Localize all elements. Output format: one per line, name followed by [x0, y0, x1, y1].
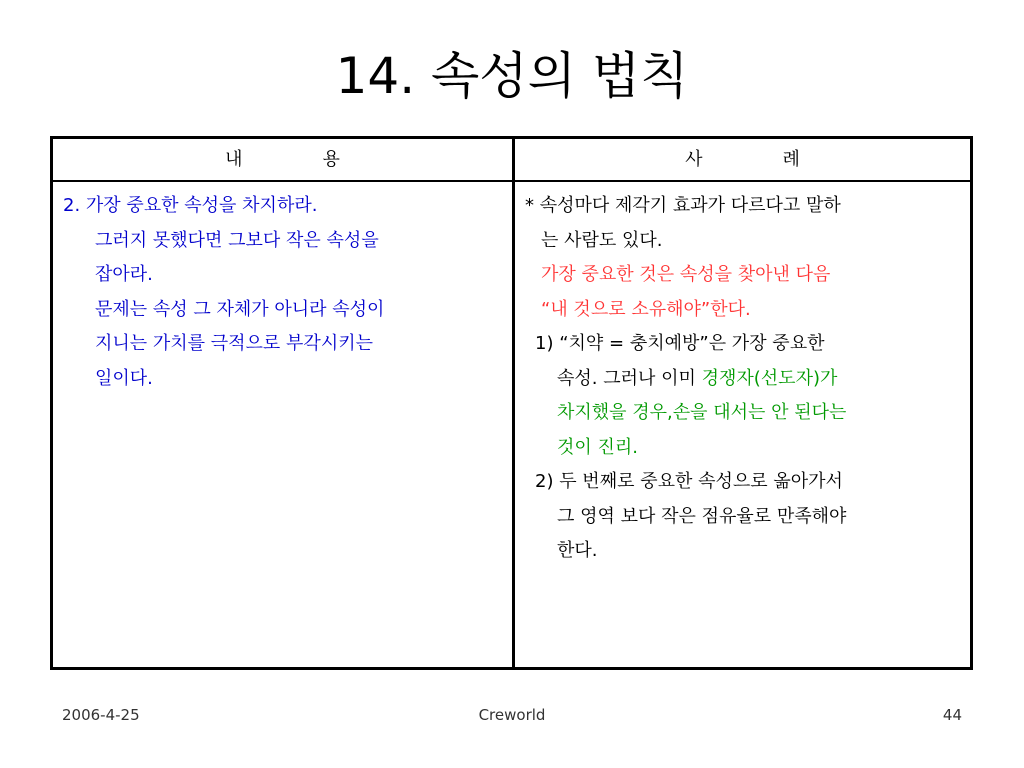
footer-page-number: 44 [942, 706, 962, 724]
example-line: 는 사람도 있다. [541, 229, 663, 251]
example-line-green: 차지했을 경우,손을 대서는 안 된다는 [557, 402, 847, 423]
header-example [515, 139, 970, 180]
example-line: 그 영역 보다 작은 점유율로 만족해야 [557, 505, 847, 527]
header-content-char-2: 용 [322, 149, 340, 170]
slide-title: 14. 속성의 법칙 [335, 47, 689, 105]
content-line: 지니는 가치를 극적으로 부각시키는 [95, 333, 373, 354]
content-cell [63, 189, 503, 396]
example-line-highlight: 가장 중요한 것은 속성을 찾아낸 다음 [541, 264, 831, 285]
header-example-char-2: 례 [782, 149, 800, 170]
example-line: 2) 두 번째로 중요한 속성으로 옮아가서 [535, 471, 843, 492]
header-content [53, 139, 512, 180]
footer-date: 2006-4-25 [62, 706, 140, 724]
column-divider [512, 139, 515, 667]
example-line-highlight: “내 것으로 소유해야”한다. [541, 298, 751, 320]
content-table [50, 136, 973, 670]
example-line: 한다. [557, 540, 598, 561]
example-line: 1) “치약 = 충치예방”은 가장 중요한 [535, 333, 825, 354]
footer-company: Creworld [478, 706, 546, 724]
header-content-char-1: 내 [225, 149, 243, 170]
example-text-green: 경쟁자(선도자)가 [701, 367, 838, 389]
header-divider [53, 180, 970, 182]
content-line: 일이다. [95, 367, 153, 389]
example-line-green: 것이 진리. [557, 436, 638, 458]
example-cell [525, 189, 965, 569]
content-line: 잡아라. [95, 264, 153, 285]
content-line: 그러지 못했다면 그보다 작은 속성을 [95, 229, 379, 251]
content-line: 문제는 속성 그 자체가 아니라 속성이 [95, 298, 385, 320]
content-line: 2. 가장 중요한 속성을 차지하라. [63, 195, 318, 216]
example-line [525, 362, 965, 397]
header-example-char-1: 사 [685, 149, 703, 170]
example-text: 속성. 그러나 이미 [557, 367, 702, 389]
example-line: * 속성마다 제각기 효과가 다르다고 말하 [525, 195, 841, 216]
